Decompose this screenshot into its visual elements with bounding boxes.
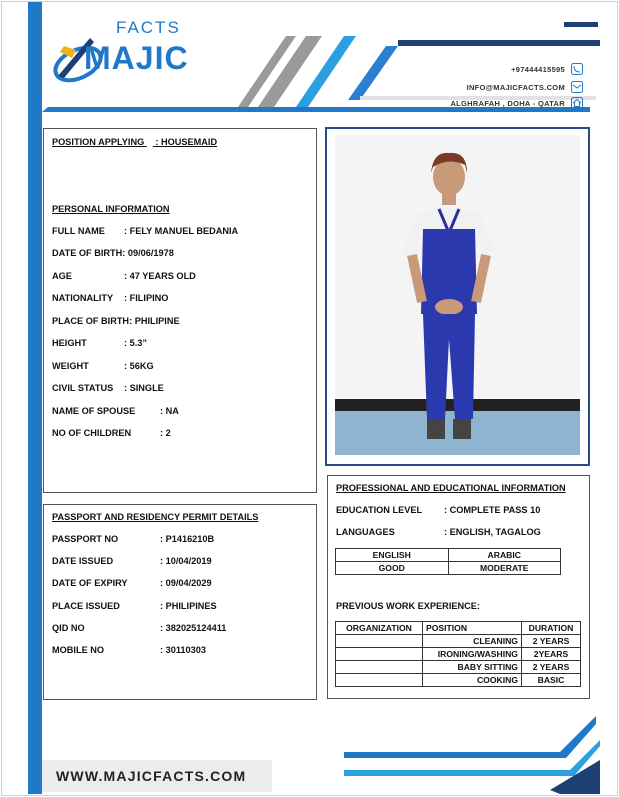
field-value: : 09/06/1978 xyxy=(122,248,174,258)
table-header: POSITION xyxy=(423,622,522,635)
address-text: ALGHRAFAH , DOHA - QATAR xyxy=(450,98,565,108)
field-value: : 09/04/2029 xyxy=(160,578,212,588)
table-row xyxy=(336,674,581,687)
field-value: : 2 xyxy=(160,428,171,438)
table-cell: IRONING/WASHING xyxy=(423,648,522,661)
civil-status-row xyxy=(52,383,164,393)
field-label: MOBILE NO xyxy=(52,645,105,655)
left-accent-bar xyxy=(28,2,42,794)
phone-text: +97444415595 xyxy=(511,64,565,74)
languages-row xyxy=(336,527,541,537)
field-label: DATE OF BIRTH xyxy=(52,248,123,258)
field-value: : FILIPINO xyxy=(124,293,169,303)
field-value: : SINGLE xyxy=(124,383,164,393)
field-label: WEIGHT xyxy=(52,361,89,371)
dob-row xyxy=(52,248,174,258)
email-text: INFO@MAJICFACTS.COM xyxy=(466,82,565,92)
field-label: CIVIL STATUS xyxy=(52,383,114,393)
education-level-row xyxy=(336,505,540,515)
footer-website[interactable]: WWW.MAJICFACTS.COM xyxy=(56,768,247,784)
field-value: : 47 YEARS OLD xyxy=(124,271,196,281)
full-name-row xyxy=(52,226,238,236)
email-icon xyxy=(571,81,583,93)
spouse-row xyxy=(52,406,179,416)
logo-majic-text: MAJIC xyxy=(84,40,189,76)
education-box xyxy=(327,475,590,699)
home-icon xyxy=(571,97,583,109)
height-row xyxy=(52,338,147,348)
table-cell: MODERATE xyxy=(448,562,561,575)
field-value: : P1416210B xyxy=(160,534,215,544)
passport-no-row xyxy=(52,534,214,544)
age-row xyxy=(52,271,196,281)
field-label: PASSPORT NO xyxy=(52,534,119,544)
field-label: AGE xyxy=(52,271,72,281)
field-value: : COMPLETE PASS 10 xyxy=(444,505,541,515)
field-value: : 56KG xyxy=(124,361,154,371)
field-value: : NA xyxy=(160,406,179,416)
contact-address xyxy=(450,97,583,109)
table-cell: BABY SITTING xyxy=(423,661,522,674)
place-issued-row xyxy=(52,601,217,611)
majic-facts-logo xyxy=(50,18,230,88)
table-cell: GOOD xyxy=(336,562,449,575)
candidate-photo xyxy=(327,129,588,464)
personal-info-title: PERSONAL INFORMATION xyxy=(52,204,170,214)
field-label: DATE ISSUED xyxy=(52,556,114,566)
table-row xyxy=(336,648,581,661)
field-label: PLACE ISSUED xyxy=(52,601,120,611)
children-row xyxy=(52,428,171,438)
field-label: LANGUAGES xyxy=(336,527,395,537)
field-value: : 30110303 xyxy=(160,645,206,655)
personal-info-box xyxy=(43,128,317,493)
passport-title: PASSPORT AND RESIDENCY PERMIT DETAILS xyxy=(52,512,259,522)
field-value: : ENGLISH, TAGALOG xyxy=(444,527,541,537)
field-value: : 382025124411 xyxy=(160,623,227,633)
table-cell: 2 YEARS xyxy=(522,635,581,648)
table-cell: CLEANING xyxy=(423,635,522,648)
phone-icon xyxy=(571,63,583,75)
contact-phone xyxy=(511,63,583,75)
table-row xyxy=(336,635,581,648)
nationality-row xyxy=(52,293,168,303)
photo-frame xyxy=(325,127,590,466)
table-cell xyxy=(336,648,423,661)
table-header: ORGANIZATION xyxy=(336,622,423,635)
weight-row xyxy=(52,361,154,371)
table-cell: BASIC xyxy=(522,674,581,687)
field-label: NAME OF SPOUSE xyxy=(52,406,136,416)
position-applying-row xyxy=(52,137,217,147)
field-label: FULL NAME xyxy=(52,226,105,236)
table-cell xyxy=(336,661,423,674)
table-cell: COOKING xyxy=(423,674,522,687)
table-row xyxy=(336,622,581,635)
field-label: DATE OF EXPIRY xyxy=(52,578,128,588)
field-label: NO OF CHILDREN xyxy=(52,428,132,438)
field-value: : 5.3” xyxy=(124,338,147,348)
date-issued-row xyxy=(52,556,212,566)
work-experience-table xyxy=(335,621,581,687)
table-row xyxy=(336,562,561,575)
pob-row xyxy=(52,316,180,326)
field-label: PLACE OF BIRTH xyxy=(52,316,130,326)
mobile-row xyxy=(52,645,206,655)
field-value: : PHILIPINES xyxy=(160,601,217,611)
date-expiry-row xyxy=(52,578,212,588)
education-title: PROFESSIONAL AND EDUCATIONAL INFORMATION xyxy=(336,483,566,493)
table-cell: ENGLISH xyxy=(336,549,449,562)
field-label: EDUCATION LEVEL xyxy=(336,505,423,515)
logo-facts-text: FACTS xyxy=(116,18,181,37)
table-header: DURATION xyxy=(522,622,581,635)
field-value: : 10/04/2019 xyxy=(160,556,212,566)
qid-row xyxy=(52,623,226,633)
passport-box xyxy=(43,504,317,700)
field-label: QID NO xyxy=(52,623,85,633)
table-cell: ARABIC xyxy=(448,549,561,562)
field-label: NATIONALITY xyxy=(52,293,114,303)
table-cell xyxy=(336,635,423,648)
language-skill-table xyxy=(335,548,561,575)
field-label: HEIGHT xyxy=(52,338,87,348)
contact-email xyxy=(467,81,583,93)
table-row xyxy=(336,661,581,674)
table-row xyxy=(336,549,561,562)
table-cell xyxy=(336,674,423,687)
table-cell: 2YEARS xyxy=(522,648,581,661)
table-cell: 2 YEARS xyxy=(522,661,581,674)
position-label: POSITION APPLYING xyxy=(52,137,145,147)
field-value: : FELY MANUEL BEDANIA xyxy=(124,226,239,236)
field-value: : PHILIPINE xyxy=(129,316,180,326)
work-experience-title: PREVIOUS WORK EXPERIENCE: xyxy=(336,601,480,611)
position-value: : HOUSEMAID xyxy=(155,137,218,147)
